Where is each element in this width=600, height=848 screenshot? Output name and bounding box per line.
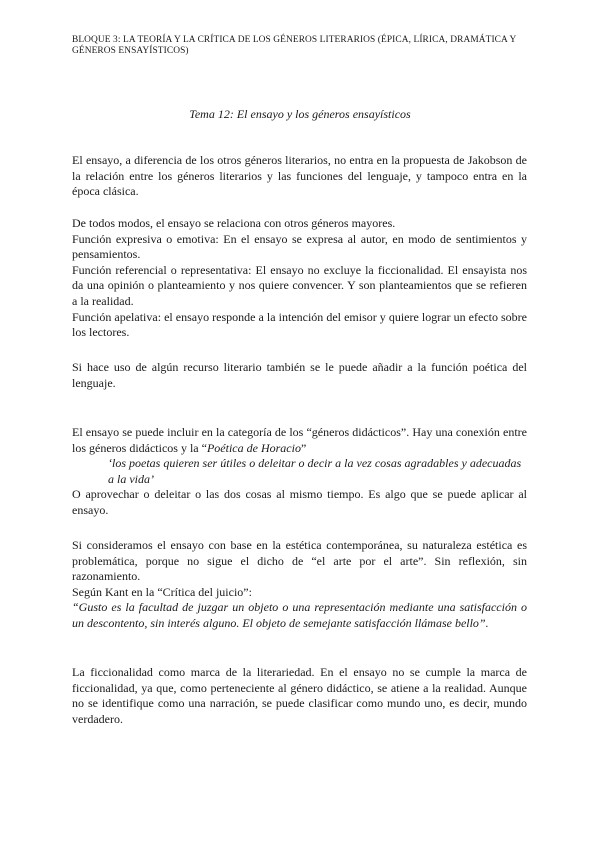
- kant-quote: “Gusto es la facultad de juzgar un objeto o una representación mediante una satisfacción o un descontento, sin interés alguno. El objeto de semejante satisfacción llámase bello”.: [72, 600, 527, 630]
- didactic-paragraph: [72, 425, 527, 456]
- section-intro: [72, 153, 527, 200]
- page-title: Tema 12: El ensayo y los géneros ensayísticos: [189, 107, 411, 121]
- referential-function-paragraph: Función referencial o representativa: El ensayo no excluye la ficcionalidad. El ensayista nos da una opinión o planteamiento y nos quiere convencer. Y son planteamientos que se refieren a la realidad.: [72, 262, 527, 308]
- poetica-horacio-title: Poética de Horacio: [206, 440, 301, 455]
- kant-intro: Según Kant en la “Crítica del juicio”:: [72, 584, 252, 599]
- intro-paragraph: El ensayo, a diferencia de los otros géneros literarios, no entra en la propuesta de Jakobson de la relación entre los géneros literarios y las funciones del lenguaje, y tampoco entra en la época clásica.: [72, 153, 527, 199]
- didactic-text: El ensayo se puede incluir en la categoría de los “géneros didácticos”. Hay una conexión entre los géneros didácticos y la “: [72, 425, 527, 455]
- horacio-quote: ‘los poetas quieren ser útiles o deleitar o decir a la vez cosas agradables y adecuadas a la vida’: [108, 456, 522, 486]
- section-fictionality: [72, 665, 527, 727]
- expressive-function-paragraph: Función expresiva o emotiva: En el ensayo se expresa al autor, en modo de sentimientos y pensamientos.: [72, 231, 527, 262]
- section-functions: [72, 216, 527, 341]
- page-header: BLOQUE 3: LA TEORÍA Y LA CRÍTICA DE LOS GÉNEROS LITERARIOS (ÉPICA, LÍRICA, DRAMÁTICA Y GÉNEROS ENSAYÍSTICOS): [72, 35, 517, 56]
- aprovechar-paragraph: O aprovechar o deleitar o las dos cosas al mismo tiempo. Es algo que se puede aplicar al ensayo.: [72, 487, 527, 517]
- appellative-function-paragraph: Función apelativa: el ensayo responde a la intención del emisor y quiere lograr un efecto sobre los lectores.: [72, 309, 527, 340]
- didactic-closing-quote: ”: [300, 440, 307, 455]
- fictionality-paragraph: La ficcionalidad como marca de la literariedad. En el ensayo no se cumple la marca de ficcionalidad, ya que, como perteneciente al género didáctico, se atiene a la realidad. Aunque no se identifique como una narración, se puede clasificar como mundo uno, es decir, mundo verdadero.: [72, 665, 527, 726]
- poetic-function-paragraph: Si hace uso de algún recurso literario también se le puede añadir a la función poética del lenguaje.: [72, 360, 527, 390]
- section-didactic: [72, 425, 527, 519]
- relation-paragraph: De todos modos, el ensayo se relaciona con otros géneros mayores.: [72, 216, 396, 230]
- section-aesthetic: [72, 538, 527, 632]
- aesthetic-paragraph: Si consideramos el ensayo con base en la estética contemporánea, su naturaleza estética es problemática, porque no sigue el dicho de “el arte por el arte”. Sin reflexión, sin razonamiento.: [72, 538, 527, 584]
- section-poetic: [72, 360, 527, 391]
